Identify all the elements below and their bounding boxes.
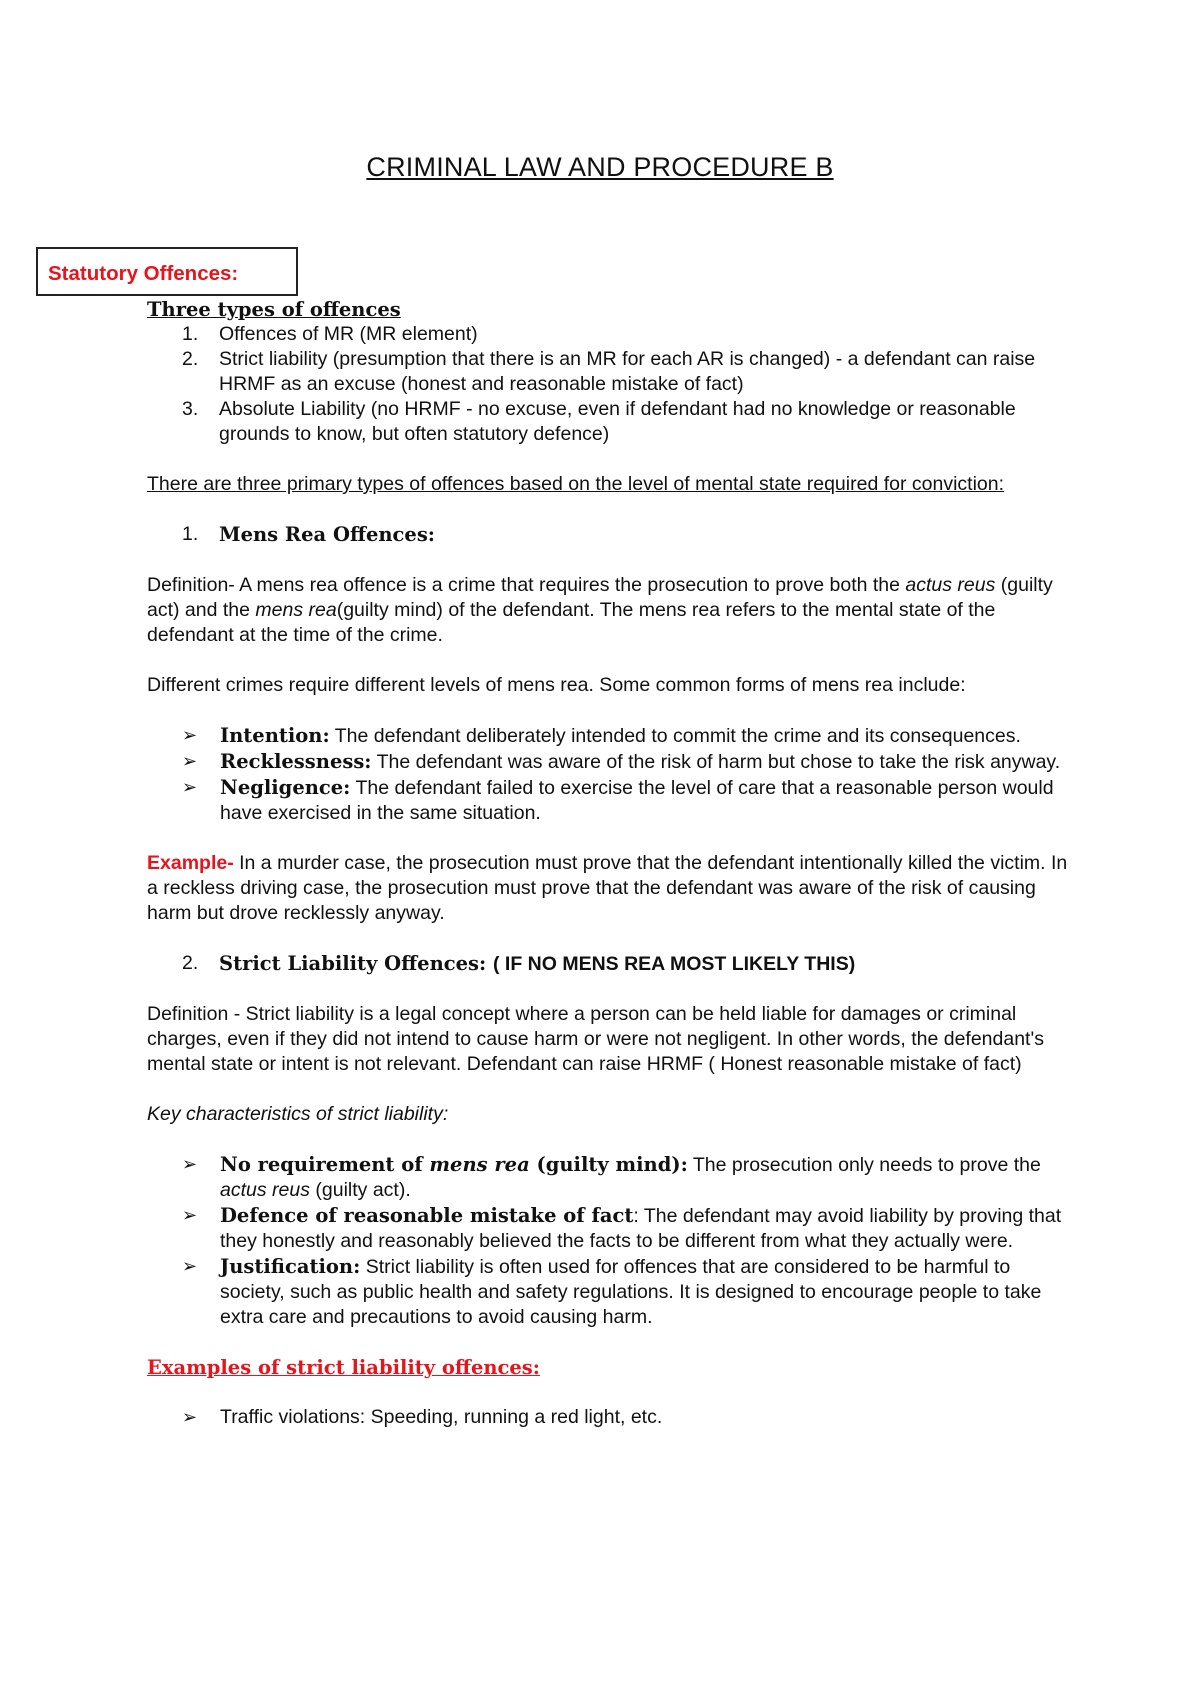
char-text-emphasis: actus reus xyxy=(220,1179,310,1201)
char-text: The prosecution only needs to prove the xyxy=(687,1154,1041,1176)
strict-examples-heading: Examples of strict liability offences: xyxy=(147,1356,540,1379)
char-term-emphasis: mens rea xyxy=(429,1153,530,1176)
definition-text: (guilty mind) of the defendant. The mens rea refers to the mental state of the defendant at the time of the crime. xyxy=(147,599,996,646)
definition-emphasis: mens rea xyxy=(255,599,337,621)
definition-text: (guilty act) and the xyxy=(147,574,1053,621)
heading-number: 2. xyxy=(182,952,199,974)
char-term xyxy=(220,1153,688,1176)
strict-characteristics-intro: Key characteristics of strict liability: xyxy=(147,1103,449,1125)
list-item-text: Offences of MR (MR element) xyxy=(219,323,478,345)
arrowhead-bullet-icon: ➢ xyxy=(182,1154,198,1175)
example-item-text: Traffic violations: Speeding, running a red light, etc. xyxy=(220,1406,663,1428)
heading-number: 1. xyxy=(182,523,199,545)
mens-rea-forms-list xyxy=(147,723,1077,826)
list-number: 2. xyxy=(182,348,199,370)
definition-text: Definition- A mens rea offence is a crime that requires the prosecution to prove both the xyxy=(147,574,906,596)
mens-rea-forms-intro: Different crimes require different levels of mens rea. Some common forms of mens rea include: xyxy=(147,674,966,696)
list-item xyxy=(147,1254,1077,1330)
arrowhead-bullet-icon: ➢ xyxy=(182,751,198,772)
section-label-box: Statutory Offences: xyxy=(36,247,298,296)
types-heading: Three types of offences xyxy=(147,298,401,321)
list-item-text: Absolute Liability (no HRMF - no excuse, even if defendant had no knowledge or reasonable grounds to know, but often statutory defence) xyxy=(219,398,1016,445)
strict-heading: Strict Liability Offences: xyxy=(219,952,493,975)
list-number: 3. xyxy=(182,398,199,420)
list-item xyxy=(147,723,1077,749)
form-text: The defendant failed to exercise the level of care that a reasonable person would have exercised in the same situation. xyxy=(220,777,1054,824)
mens-rea-example xyxy=(147,851,1077,926)
document-title: CRIMINAL LAW AND PROCEDURE B xyxy=(366,152,834,182)
form-term: Recklessness: xyxy=(220,750,372,773)
primary-intro: There are three primary types of offences based on the level of mental state required for conviction: xyxy=(147,473,1005,495)
char-term-text: (guilty mind): xyxy=(529,1153,688,1176)
form-text: The defendant deliberately intended to commit the crime and its consequences. xyxy=(329,725,1021,747)
arrowhead-bullet-icon: ➢ xyxy=(182,1205,198,1226)
mens-rea-heading-row xyxy=(147,522,1077,548)
strict-heading-note: ( IF NO MENS REA MOST LIKELY THIS) xyxy=(493,953,856,975)
arrowhead-bullet-icon: ➢ xyxy=(182,725,198,746)
types-list xyxy=(147,322,1077,447)
mens-rea-heading: Mens Rea Offences: xyxy=(219,523,436,546)
char-text: (guilty act). xyxy=(309,1179,411,1201)
list-item xyxy=(147,775,1077,826)
arrowhead-bullet-icon: ➢ xyxy=(182,1407,198,1428)
list-item xyxy=(147,347,1077,397)
char-term: Justification: xyxy=(220,1255,361,1278)
example-label: Example- xyxy=(147,852,234,874)
form-text: The defendant was aware of the risk of harm but chose to take the risk anyway. xyxy=(371,751,1061,773)
list-item xyxy=(147,1405,1077,1430)
strict-heading-row xyxy=(147,951,1077,977)
example-text: In a murder case, the prosecution must prove that the defendant intentionally killed the victim. In a reckless driving case, the prosecution must prove that the defendant was aware of the risk of causing harm but drove recklessly anyway. xyxy=(147,852,1068,924)
list-item xyxy=(147,749,1077,775)
strict-definition: Definition - Strict liability is a legal concept where a person can be held liable for damages or criminal charges, even if they did not intend to cause harm or were not negligent. In other words, the defendant's mental state or intent is not relevant. Defendant can raise HRMF ( Honest reasonable mistake of fact) xyxy=(147,1003,1044,1075)
form-term: Negligence: xyxy=(220,776,351,799)
list-item xyxy=(147,397,1077,447)
char-text: : The defendant may avoid liability by proving that they honestly and reasonably believed the facts to be different from what they actually were. xyxy=(220,1205,1062,1252)
strict-characteristics-list xyxy=(147,1152,1077,1330)
list-item-text: Strict liability (presumption that there is an MR for each AR is changed) - a defendant can raise HRMF as an excuse (honest and reasonable mistake of fact) xyxy=(219,348,1036,395)
list-number: 1. xyxy=(182,323,199,345)
char-term: Defence of reasonable mistake of fact xyxy=(220,1204,634,1227)
definition-emphasis: actus reus xyxy=(905,574,996,596)
form-term: Intention: xyxy=(220,724,330,747)
mens-rea-definition xyxy=(147,573,1077,648)
list-item xyxy=(147,1152,1077,1203)
strict-examples-list xyxy=(147,1405,1077,1430)
document-body xyxy=(147,297,1077,1430)
char-text: Strict liability is often used for offences that are considered to be harmful to society, such as public health and safety regulations. It is designed to encourage people to take extra care and precautions to avoid causing harm. xyxy=(220,1256,1042,1328)
list-item xyxy=(147,322,1077,347)
list-item xyxy=(147,1203,1077,1254)
char-term-text: No requirement of xyxy=(220,1153,430,1176)
arrowhead-bullet-icon: ➢ xyxy=(182,1256,198,1277)
arrowhead-bullet-icon: ➢ xyxy=(182,777,198,798)
